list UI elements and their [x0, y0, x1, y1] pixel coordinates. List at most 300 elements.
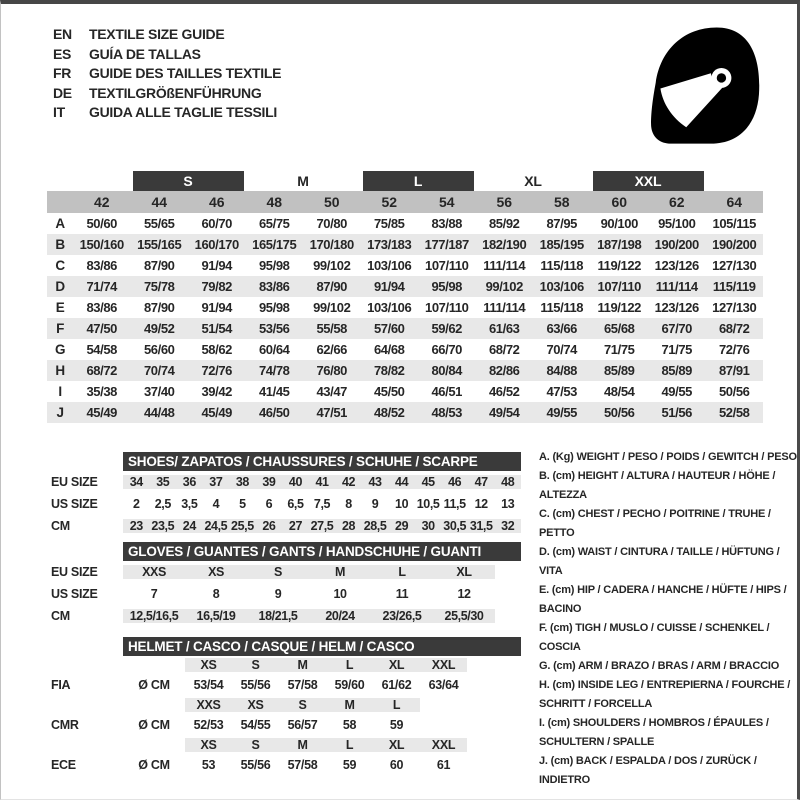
helmet-value-cell: 56/57 [287, 718, 318, 732]
language-label: GUIDA ALLE TAGLIE TESSILI [89, 104, 277, 120]
language-code: EN [53, 26, 72, 42]
measure-cell: 87/90 [143, 258, 175, 273]
value-cell: 9 [274, 587, 282, 601]
measure-cell: 75/85 [373, 216, 405, 231]
measure-cell: 46/51 [431, 384, 463, 399]
helmet-size-cell: S [232, 738, 279, 752]
helmet-size-cell: XXS [185, 698, 232, 712]
legend-item: G. (cm) ARM / BRAZO / BRAS / ARM / BRACCIO [539, 660, 780, 672]
helmet-header-row [47, 637, 521, 656]
measure-cell: 49/55 [546, 405, 578, 420]
measure-cell: 44/48 [143, 405, 175, 420]
measure-cell: 35/38 [86, 384, 118, 399]
size-group-S: S [133, 171, 244, 191]
measure-cell: 54/58 [86, 342, 118, 357]
size-column-header: 48 [266, 194, 283, 210]
language-label: TEXTILGRÖßENFÜHRUNG [89, 84, 262, 101]
value-cell: 31,5 [469, 519, 493, 533]
shoes-title-bar: SHOES/ ZAPATOS / CHAUSSURES / SCHUHE / SCARPE [123, 452, 521, 471]
size-column-header: 42 [93, 194, 110, 210]
measure-cell: 50/60 [86, 216, 118, 231]
measure-cell: 119/122 [597, 300, 641, 315]
helmet-size-cell: XS [185, 658, 232, 672]
measure-cell: 99/102 [485, 279, 523, 294]
measure-cell: 85/89 [661, 363, 693, 378]
measure-cell: 74/78 [258, 363, 290, 378]
row-letter: I [58, 384, 62, 399]
value-cell: 36 [176, 475, 203, 489]
helmet-value-cell: 57/58 [287, 678, 318, 692]
row-letter: G [54, 342, 66, 357]
row-letter: E [55, 300, 65, 315]
value-cell: 11 [395, 587, 409, 601]
helmet-value-cell: 53/54 [193, 678, 224, 692]
helmet-size-cell: XS [232, 698, 279, 712]
measure-cell: 51/54 [201, 321, 233, 336]
measure-cell: 107/110 [425, 300, 469, 315]
helmet-size-cell: L [326, 738, 373, 752]
measure-cell: 60/64 [258, 342, 290, 357]
measure-cell: 43/47 [316, 384, 348, 399]
measure-row [47, 402, 763, 423]
measure-cell: 170/180 [309, 237, 354, 252]
value-cell: 16,5/19 [185, 609, 247, 623]
measurement-legend [539, 448, 800, 790]
measure-cell: 190/200 [654, 237, 699, 252]
value-cell: 6 [265, 497, 273, 511]
helmet-size-cell: M [279, 738, 326, 752]
size-group-spacer [73, 171, 131, 191]
row-label: EU SIZE [51, 565, 98, 579]
legend-item: I. (cm) SHOULDERS / HOMBROS / ÉPAULES / SCHULTERN / SPALLE [539, 717, 769, 748]
table-row [47, 605, 521, 627]
value-cell: 44 [388, 475, 415, 489]
helmet-value-cell: 58 [342, 718, 357, 732]
helmet-size-cell: S [232, 658, 279, 672]
helmet-unit-cell: Ø CM [138, 718, 170, 732]
value-cell: 46 [441, 475, 468, 489]
legend-item: J. (cm) BACK / ESPALDA / DOS / ZURÜCK / INDIETRO [539, 755, 757, 786]
helmet-value-cell: 59 [342, 758, 357, 772]
legend-item: H. (cm) INSIDE LEG / ENTREPIERNA / FOURCHE / SCHRITT / FORCELLA [539, 679, 791, 710]
value-cell: 27,5 [310, 519, 334, 533]
size-group-M: M [297, 172, 309, 189]
table-row [47, 515, 521, 537]
value-cell: M [309, 565, 371, 579]
measure-cell: 48/53 [431, 405, 463, 420]
measure-cell: 70/74 [546, 342, 578, 357]
legend-item: F. (cm) TIGH / MUSLO / CUISSE / SCHENKEL / COSCIA [539, 622, 770, 653]
language-label: GUÍA DE TALLAS [89, 45, 201, 62]
value-cell: 23,5 [151, 519, 175, 533]
value-cell: 40 [282, 475, 309, 489]
measure-cell: 39/42 [201, 384, 233, 399]
row-label: CM [51, 609, 70, 623]
value-cell: 2,5 [154, 497, 171, 511]
helmet-value-cell: 59/60 [334, 678, 365, 692]
standard-label: FIA [51, 678, 71, 692]
measure-cell: 65/75 [258, 216, 290, 231]
value-cell: 47 [468, 475, 495, 489]
measure-cell: 55/58 [316, 321, 348, 336]
value-cell: 34 [123, 475, 150, 489]
value-cell: 24,5 [204, 519, 228, 533]
legend-item: C. (cm) CHEST / PECHO / POITRINE / TRUHE / PETTO [539, 508, 771, 539]
size-column-header: 56 [496, 194, 513, 210]
measure-cell: 72/76 [718, 342, 750, 357]
measure-cell: 105/115 [712, 216, 756, 231]
measure-cell: 61/63 [488, 321, 520, 336]
table-row [47, 561, 521, 583]
measure-row [47, 381, 763, 402]
measure-cell: 165/175 [252, 237, 297, 252]
measure-cell: 107/110 [425, 258, 469, 273]
measure-cell: 95/100 [658, 216, 696, 231]
measure-cell: 80/84 [431, 363, 463, 378]
measure-cell: 49/52 [143, 321, 175, 336]
value-cell: 20/24 [309, 609, 371, 623]
helmet-value-cell: 55/56 [240, 678, 271, 692]
measure-cell: 63/66 [546, 321, 578, 336]
measure-cell: 190/200 [712, 237, 757, 252]
language-row [53, 64, 281, 84]
helmet-value-cell: 52/53 [193, 718, 224, 732]
measure-cell: 107/110 [597, 279, 641, 294]
shoes-header-row [47, 452, 521, 471]
helmet-size-cell: XXL [420, 658, 467, 672]
value-cell: 12,5/16,5 [123, 609, 185, 623]
value-cell: 25,5/30 [433, 609, 495, 623]
measure-cell: 53/56 [258, 321, 290, 336]
legend-item: D. (cm) WAIST / CINTURA / TAILLE / HÜFTUNG / VITA [539, 546, 780, 577]
measure-cell: 71/74 [86, 279, 118, 294]
measure-cell: 83/86 [86, 258, 118, 273]
value-cell: 10 [333, 587, 347, 601]
helmet-title-bar: HELMET / CASCO / CASQUE / HELM / CASCO [123, 637, 521, 656]
measure-cell: 91/94 [373, 279, 405, 294]
language-row [53, 25, 281, 45]
measure-cell: 185/195 [539, 237, 584, 252]
legend-item: E. (cm) HIP / CADERA / HANCHE / HÜFTE / HIPS / BACINO [539, 584, 787, 615]
value-cell: 38 [229, 475, 256, 489]
measure-cell: 150/160 [79, 237, 124, 252]
measure-cell: 111/114 [655, 279, 698, 294]
value-cell: 8 [345, 497, 352, 511]
measure-row [47, 297, 763, 318]
value-cell: 24 [176, 519, 203, 533]
table-row [47, 583, 521, 605]
measure-cell: 56/60 [143, 342, 175, 357]
value-cell: XS [185, 565, 247, 579]
value-cell: 9 [371, 497, 379, 511]
measure-cell: 84/88 [546, 363, 578, 378]
language-code: DE [53, 84, 72, 101]
value-cell: 10,5 [416, 497, 440, 511]
size-group-L: L [363, 171, 474, 191]
value-cell: 37 [203, 475, 230, 489]
measure-cell: 58/62 [201, 342, 233, 357]
measure-cell: 87/95 [546, 216, 578, 231]
helmet-size-cell: L [373, 698, 420, 712]
gloves-rows [47, 561, 521, 627]
measure-cell: 85/92 [488, 216, 520, 231]
measure-cell: 57/60 [373, 321, 405, 336]
size-group-XXL: XXL [593, 171, 704, 191]
size-column-header: 60 [611, 194, 628, 210]
measure-cell: 78/82 [373, 363, 405, 378]
measure-cell: 87/90 [316, 279, 348, 294]
language-row [53, 103, 281, 123]
value-cell: 8 [212, 587, 220, 601]
size-column-header: 62 [668, 194, 685, 210]
measure-cell: 62/66 [316, 342, 348, 357]
measure-row [47, 318, 763, 339]
measure-cell: 103/106 [367, 300, 412, 315]
measure-cell: 46/52 [488, 384, 520, 399]
value-cell: 32 [494, 519, 521, 533]
measure-cell: 115/118 [540, 300, 584, 315]
size-number-row [47, 191, 763, 213]
helmet-value-cell: 61/62 [381, 678, 412, 692]
size-group-spacer [706, 171, 764, 191]
measure-cell: 115/119 [712, 279, 756, 294]
helmet-value-cell: 63/64 [428, 678, 459, 692]
value-cell: 4 [212, 497, 220, 511]
main-size-table [47, 170, 763, 423]
measure-cell: 182/190 [482, 237, 527, 252]
measure-cell: 68/72 [718, 321, 750, 336]
helmet-size-row [47, 696, 521, 714]
helmet-unit-cell: Ø CM [138, 678, 170, 692]
measure-cell: 47/51 [316, 405, 348, 420]
value-cell: 7 [150, 587, 158, 601]
row-letter: A [55, 216, 65, 231]
measure-cell: 127/130 [712, 300, 757, 315]
helmet-size-row [47, 736, 521, 754]
row-letter: B [55, 237, 65, 252]
helmet-size-cell: M [279, 658, 326, 672]
measure-cell: 111/114 [483, 300, 526, 315]
measure-cell: 111/114 [483, 258, 526, 273]
size-column-header: 54 [438, 194, 455, 210]
measure-cell: 123/126 [654, 300, 699, 315]
helmet-value-cell: 54/55 [240, 718, 271, 732]
helmet-size-cell: XS [185, 738, 232, 752]
measure-cell: 55/65 [143, 216, 175, 231]
corner-spacer [47, 171, 73, 191]
language-label: GUIDE DES TAILLES TEXTILE [89, 65, 282, 81]
helmet-size-cell: S [279, 698, 326, 712]
row-letter: F [56, 321, 64, 336]
row-letter: H [55, 363, 65, 378]
measure-cell: 119/122 [597, 258, 641, 273]
value-cell: 7,5 [313, 497, 331, 511]
value-cell: 23/26,5 [371, 609, 433, 623]
language-code: FR [53, 65, 72, 81]
measure-cell: 91/94 [201, 258, 233, 273]
helmet-size-cell: M [326, 698, 373, 712]
measure-cell: 91/94 [201, 300, 233, 315]
gloves-header-row [47, 542, 521, 561]
row-letter: D [55, 279, 65, 294]
measure-cell: 79/82 [201, 279, 233, 294]
measure-cell: 90/100 [600, 216, 638, 231]
measure-cell: 103/106 [367, 258, 412, 273]
measure-cell: 64/68 [373, 342, 405, 357]
measure-row [47, 255, 763, 276]
measure-cell: 83/86 [258, 279, 290, 294]
value-cell: 5 [239, 497, 246, 511]
table-row [47, 471, 521, 493]
size-group-XL: XL [524, 172, 542, 189]
measure-row [47, 234, 763, 255]
value-cell: 48 [494, 475, 521, 489]
shoes-table [47, 452, 521, 537]
measure-cell: 48/54 [603, 384, 635, 399]
helmet-size-row [47, 656, 521, 674]
language-code: ES [53, 45, 72, 62]
value-cell: 11,5 [443, 497, 466, 511]
helmet-icon [646, 24, 764, 146]
measure-cell: 95/98 [431, 279, 463, 294]
measure-cell: 48/52 [373, 405, 405, 420]
standard-label: ECE [51, 758, 76, 772]
value-cell: 3,5 [181, 497, 198, 511]
measure-cell: 59/62 [431, 321, 463, 336]
measure-cell: 45/49 [201, 405, 233, 420]
measure-cell: 72/76 [201, 363, 233, 378]
value-cell: 25,5 [231, 519, 254, 533]
size-group-row [47, 170, 763, 191]
value-cell: 13 [501, 497, 515, 511]
row-label: US SIZE [51, 497, 98, 511]
measure-cell: 45/50 [373, 384, 405, 399]
helmet-size-cell: XL [373, 658, 420, 672]
measure-cell: 99/102 [313, 300, 351, 315]
measure-cell: 99/102 [313, 258, 351, 273]
row-label: US SIZE [51, 587, 98, 601]
measure-cell: 68/72 [488, 342, 520, 357]
measure-row [47, 339, 763, 360]
measure-cell: 50/56 [603, 405, 635, 420]
value-cell: 42 [335, 475, 362, 489]
measure-cell: 49/55 [661, 384, 693, 399]
measure-cell: 95/98 [258, 258, 290, 273]
table-row [47, 493, 521, 515]
measure-cell: 103/106 [539, 279, 584, 294]
value-cell: 6,5 [287, 497, 304, 511]
measure-cell: 87/90 [143, 300, 175, 315]
measure-row [47, 276, 763, 297]
helmet-rows [47, 656, 521, 776]
value-cell: L [371, 565, 433, 579]
helmet-value-row [47, 714, 521, 736]
language-row [53, 84, 281, 104]
gloves-title-bar: GLOVES / GUANTES / GANTS / HANDSCHUHE / GUANTI [123, 542, 521, 561]
measure-cell: 177/187 [424, 237, 469, 252]
language-code: IT [53, 104, 65, 120]
value-cell: 28 [335, 519, 362, 533]
measure-cell: 68/72 [86, 363, 118, 378]
measure-cell: 115/118 [540, 258, 584, 273]
measure-cell: 83/86 [86, 300, 118, 315]
size-column-header: 50 [323, 194, 340, 210]
measure-cell: 37/40 [143, 384, 175, 399]
helmet-table [47, 637, 521, 776]
measure-cell: 47/50 [86, 321, 118, 336]
value-cell: XL [433, 565, 495, 579]
value-cell: 2 [132, 497, 140, 511]
measure-cell: 82/86 [488, 363, 520, 378]
measure-row [47, 360, 763, 381]
measure-cell: 70/74 [143, 363, 175, 378]
value-cell: 27 [282, 519, 309, 533]
measure-cell: 51/56 [661, 405, 693, 420]
row-letter: C [55, 258, 65, 273]
helmet-size-cell: XXL [420, 738, 467, 752]
measure-cell: 187/198 [597, 237, 642, 252]
measure-cell: 46/50 [258, 405, 290, 420]
value-cell: 26 [256, 519, 283, 533]
measure-cell: 49/54 [488, 405, 520, 420]
measure-cell: 83/88 [431, 216, 463, 231]
helmet-size-cell: XL [373, 738, 420, 752]
measure-cell: 95/98 [258, 300, 290, 315]
size-column-header: 58 [553, 194, 570, 210]
value-cell: 10 [395, 497, 409, 511]
standard-label: CMR [51, 718, 79, 732]
measure-cell: 41/45 [258, 384, 290, 399]
measure-cell: 87/91 [718, 363, 750, 378]
row-label: CM [51, 519, 70, 533]
value-cell: 18/21,5 [247, 609, 309, 623]
measure-cell: 127/130 [712, 258, 757, 273]
helmet-value-cell: 55/56 [240, 758, 271, 772]
measure-cell: 70/80 [316, 216, 348, 231]
gloves-table [47, 542, 521, 627]
value-cell: 39 [256, 475, 283, 489]
value-cell: 43 [362, 475, 389, 489]
language-label: TEXTILE SIZE GUIDE [89, 26, 225, 42]
helmet-value-row [47, 754, 521, 776]
measure-cell: 85/89 [603, 363, 635, 378]
measure-cell: 47/53 [546, 384, 578, 399]
row-label: EU SIZE [51, 475, 98, 489]
helmet-value-row [47, 674, 521, 696]
measure-cell: 60/70 [201, 216, 233, 231]
measure-row [47, 213, 763, 234]
value-cell: 28,5 [363, 519, 387, 533]
helmet-value-cell: 59 [389, 718, 404, 732]
helmet-value-cell: 60 [389, 758, 404, 772]
value-cell: 35 [150, 475, 177, 489]
measure-cell: 123/126 [654, 258, 699, 273]
measure-cell: 71/75 [603, 342, 635, 357]
size-column-header: 52 [381, 194, 398, 210]
value-cell: 12 [457, 587, 471, 601]
measure-cell: 71/75 [661, 342, 693, 357]
row-letter: J [56, 405, 64, 420]
shoes-rows [47, 471, 521, 537]
legend-item: B. (cm) HEIGHT / ALTURA / HAUTEUR / HÖHE / ALTEZZA [539, 470, 776, 501]
value-cell: 41 [309, 475, 336, 489]
helmet-value-cell: 57/58 [287, 758, 318, 772]
value-cell: S [247, 565, 309, 579]
legend-item: A. (Kg) WEIGHT / PESO / POIDS / GEWITCH / PESO [539, 451, 797, 463]
measure-cell: 52/58 [718, 405, 750, 420]
measure-cell: 75/78 [143, 279, 175, 294]
size-column-header: 46 [208, 194, 225, 210]
